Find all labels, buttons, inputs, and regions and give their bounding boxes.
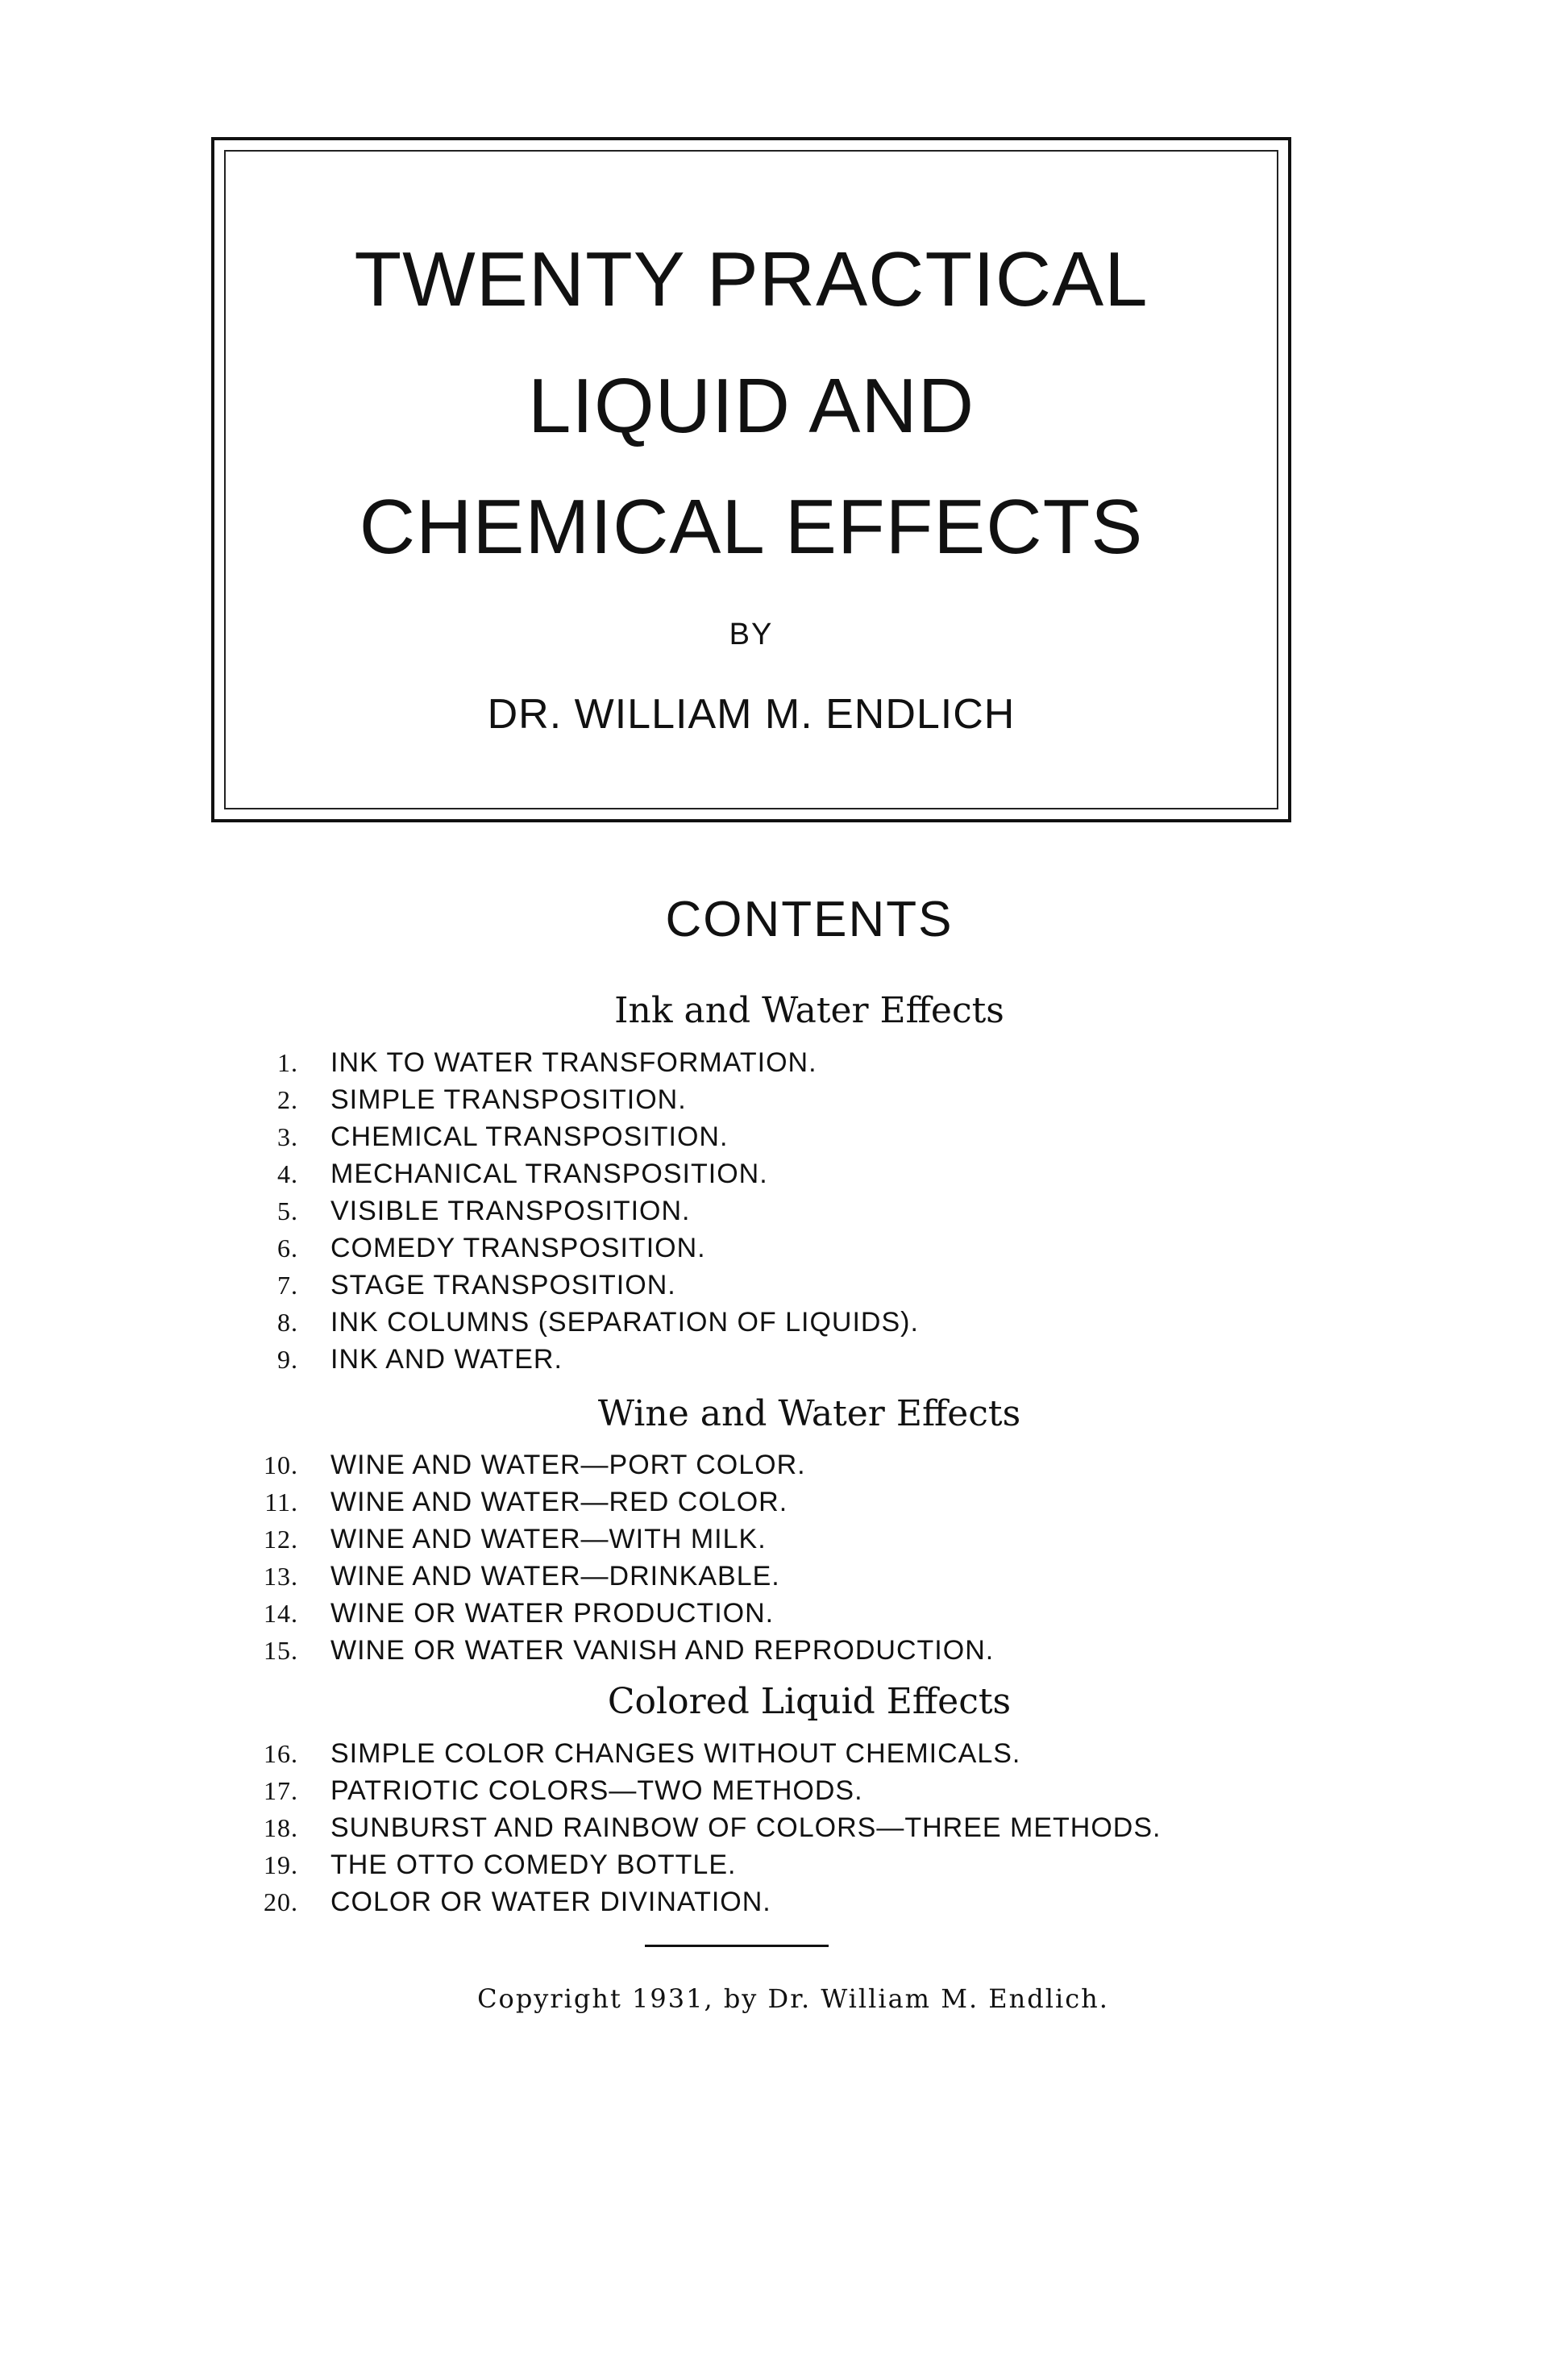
entry-number: 19.: [264, 1850, 298, 1879]
entry-title: VISIBLE TRANSPOSITION.: [330, 1196, 691, 1226]
entry-number: 18.: [264, 1813, 298, 1842]
title-box: [211, 137, 1291, 822]
entry-number: 9.: [277, 1345, 298, 1374]
entry-title: INK COLUMNS (SEPARATION OF LIQUIDS).: [330, 1307, 919, 1338]
entry-number: 6.: [277, 1234, 298, 1263]
author-name: DR. WILLIAM M. ENDLICH: [487, 691, 1016, 738]
entry-title: INK AND WATER.: [330, 1344, 563, 1375]
entry-number: 10.: [264, 1450, 298, 1479]
entry-number: 20.: [264, 1887, 298, 1916]
entry-number: 17.: [264, 1776, 298, 1805]
entry-title: WINE AND WATER—PORT COLOR.: [330, 1450, 806, 1480]
entry-title: THE OTTO COMEDY BOTTLE.: [330, 1849, 737, 1880]
entry-title: WINE OR WATER VANISH AND REPRODUCTION.: [330, 1635, 995, 1666]
entry-number: 15.: [264, 1636, 298, 1665]
entry-number: 2.: [277, 1085, 298, 1114]
entry-title: COMEDY TRANSPOSITION.: [330, 1233, 706, 1263]
entry-title: PATRIOTIC COLORS—TWO METHODS.: [330, 1775, 863, 1806]
title-line-2: LIQUID AND: [527, 363, 975, 449]
entry-number: 13.: [264, 1562, 298, 1591]
divider-rule: [645, 1945, 829, 1947]
entry-number: 14.: [264, 1599, 298, 1628]
entry-number: 4.: [277, 1159, 298, 1188]
entry-number: 16.: [264, 1739, 298, 1768]
section-heading-colored-liquid: Colored Liquid Effects: [607, 1681, 1012, 1722]
entry-title: COLOR OR WATER DIVINATION.: [330, 1887, 771, 1917]
by-line: BY: [729, 618, 774, 651]
entry-number: 12.: [264, 1525, 298, 1554]
copyright-notice: Copyright 1931, by Dr. William M. Endlich.: [477, 1983, 1109, 2014]
entry-number: 11.: [264, 1488, 298, 1517]
entry-number: 5.: [277, 1196, 298, 1225]
entry-title: WINE AND WATER—RED COLOR.: [330, 1487, 788, 1517]
entry-title: SIMPLE COLOR CHANGES WITHOUT CHEMICALS.: [330, 1738, 1021, 1769]
entry-title: CHEMICAL TRANSPOSITION.: [330, 1121, 729, 1152]
entry-title: STAGE TRANSPOSITION.: [330, 1270, 676, 1300]
entry-title: WINE AND WATER—WITH MILK.: [330, 1524, 767, 1554]
entry-title: SUNBURST AND RAINBOW OF COLORS—THREE METHODS.: [330, 1812, 1162, 1843]
entry-title: WINE AND WATER—DRINKABLE.: [330, 1561, 780, 1592]
entry-number: 3.: [277, 1122, 298, 1151]
section-heading-ink-water: Ink and Water Effects: [614, 990, 1004, 1031]
entry-title: MECHANICAL TRANSPOSITION.: [330, 1159, 768, 1189]
entry-number: 1.: [277, 1048, 298, 1077]
entry-title: INK TO WATER TRANSFORMATION.: [330, 1047, 817, 1078]
title-line-1: TWENTY PRACTICAL: [354, 236, 1149, 322]
section-heading-wine-water: Wine and Water Effects: [597, 1393, 1021, 1434]
title-line-3: CHEMICAL EFFECTS: [359, 484, 1144, 570]
entry-number: 7.: [277, 1271, 298, 1300]
contents-heading: CONTENTS: [665, 892, 954, 947]
entry-number: 8.: [277, 1308, 298, 1337]
entry-title: WINE OR WATER PRODUCTION.: [330, 1598, 775, 1629]
entry-title: SIMPLE TRANSPOSITION.: [330, 1084, 687, 1115]
